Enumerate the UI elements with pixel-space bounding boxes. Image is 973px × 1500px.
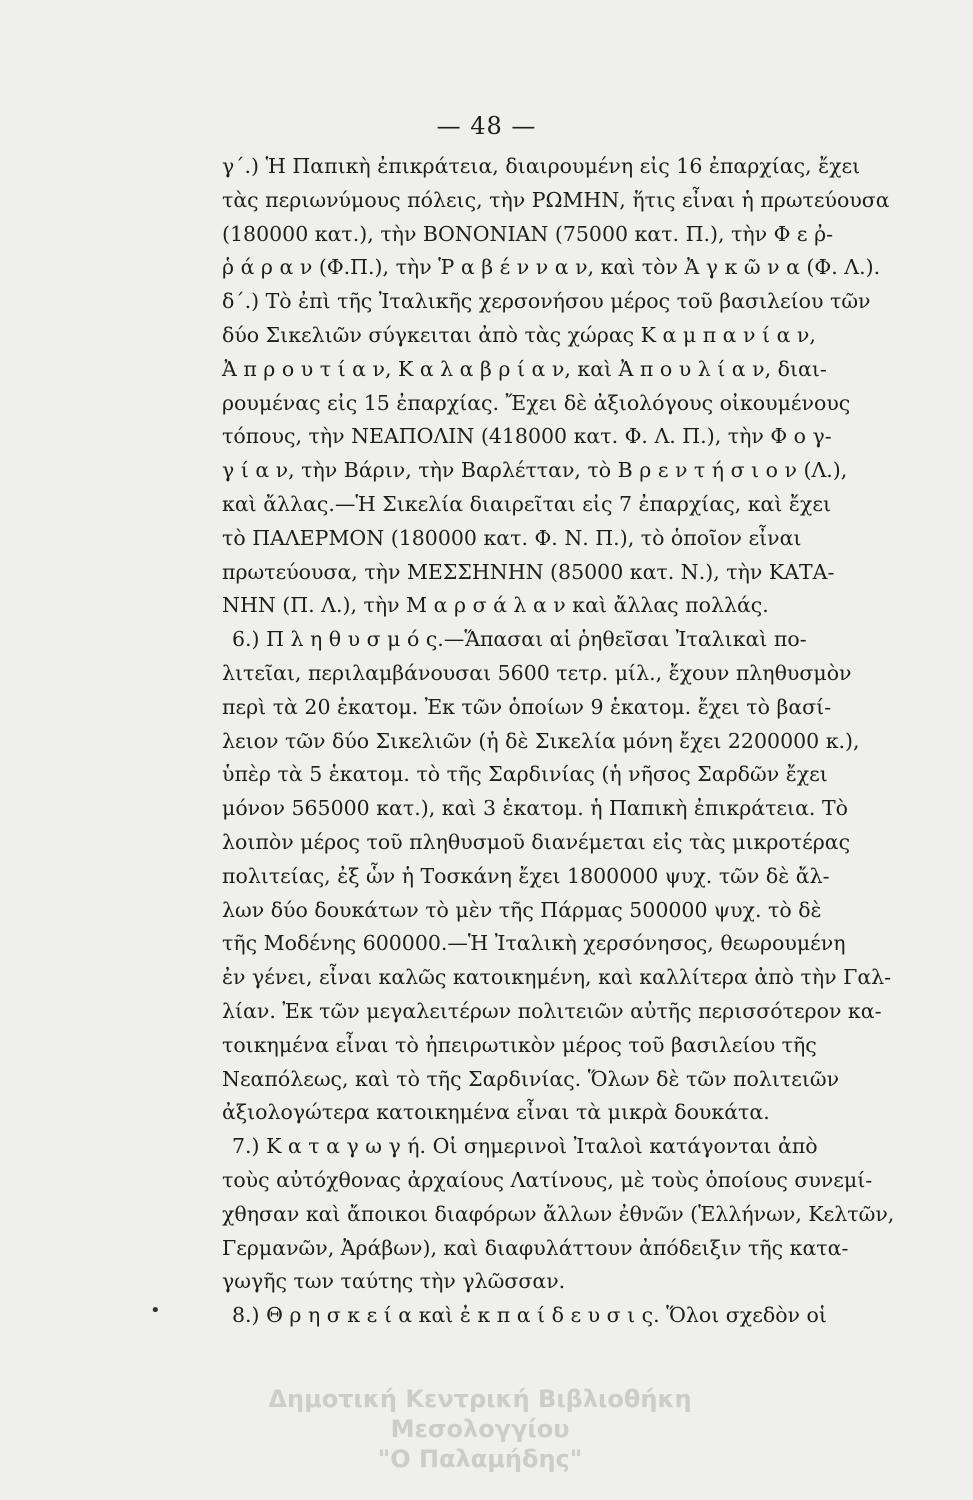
text-line: δύο Σικελιῶν σύγκειται ἀπὸ τὰς χώρας Κ α μ π α ν ί α ν,: [222, 322, 816, 347]
text-line: Νεαπόλεως, καὶ τὸ τῆς Σαρδινίας. Ὅλων δὲ τῶν πολιτειῶν: [222, 1066, 840, 1091]
text-line: λοιπὸν μέρος τοῦ πληθυσμοῦ διανέμεται εἰς τὰς μικροτέρας: [222, 829, 851, 854]
text-line: 7.) Κ α τ α γ ω γ ή. Οἱ σημερινοὶ Ἰταλοὶ κατάγονται ἀπὸ: [232, 1134, 818, 1159]
text-line: 6.) Π λ η θ υ σ μ ό ς.—Ἅπασαι αἱ ῥηθεῖσαι Ἰταλικαὶ πο-: [232, 627, 807, 652]
text-line: λειον τῶν δύο Σικελιῶν (ἡ δὲ Σικελία μόνη ἔχει 2200000 κ.),: [222, 728, 860, 753]
text-line: ῥ ά ρ α ν (Φ.Π.), τὴν Ῥ α β έ ν ν α ν, καὶ τὸν Ἀ γ κ ῶ ν α (Φ. Λ.).: [222, 255, 881, 280]
watermark-line-1: Δημοτική Κεντρική Βιβλιοθήκη Μεσολογγίου: [268, 1385, 692, 1443]
text-line: ρουμένας εἰς 15 ἐπαρχίας. Ἔχει δὲ ἀξιολόγους οἰκουμένους: [222, 390, 851, 415]
text-line: καὶ ἄλλας.—Ἡ Σικελία διαιρεῖται εἰς 7 ἐπαρχίας, καὶ ἔχει: [222, 491, 831, 516]
library-watermark: [260, 1384, 700, 1474]
text-line: (180000 κατ.), τὴν ΒΟΝΟΝΙΑΝ (75000 κατ. Π.), τὴν Φ ε ῤ-: [222, 221, 834, 246]
margin-mark: •: [150, 1300, 161, 1321]
text-line: ὑπὲρ τὰ 5 ἑκατομ. τὸ τῆς Σαρδινίας (ἡ νῆσος Σαρδῶν ἔχει: [222, 762, 828, 787]
text-line: γ ί α ν, τὴν Βάριν, τὴν Βαρλέτταν, τὸ Β ρ ε ν τ ή σ ι ο ν (Λ.),: [222, 458, 848, 483]
text-line: τῆς Μοδένης 600000.—Ἡ Ἰταλικὴ χερσόνησος, θεωρουμένη: [222, 931, 846, 956]
text-line: γ΄.) Ἡ Παπικὴ ἐπικράτεια, διαιρουμένη εἰς 16 ἐπαρχίας, ἔχει: [222, 154, 861, 178]
text-line: Ἀ π ρ ο υ τ ί α ν, Κ α λ α β ρ ί α ν, καὶ Ἀ π ο υ λ ί α ν, διαι-: [222, 356, 827, 381]
watermark-line-2: "Ο Παλαμήδης": [377, 1445, 583, 1473]
body-text: [222, 150, 895, 1333]
text-line: τόπους, τὴν ΝΕΑΠΟΛΙΝ (418000 κατ. Φ. Λ. Π.), τὴν Φ ο γ-: [222, 424, 832, 449]
text-line: λίαν. Ἐκ τῶν μεγαλειτέρων πολιτειῶν αὐτῆς περισσότερον κα-: [222, 998, 882, 1023]
text-line: ἐν γένει, εἶναι καλῶς κατοικημένη, καὶ καλλίτερα ἀπὸ τὴν Γαλ-: [222, 965, 892, 990]
text-line: τὸ ΠΑΛΕΡΜΟΝ (180000 κατ. Φ. Ν. Π.), τὸ ὁποῖον εἶναι: [222, 525, 802, 550]
text-line: ΝΗΝ (Π. Λ.), τὴν Μ α ρ σ ά λ α ν καὶ ἄλλας πολλάς.: [222, 593, 769, 618]
text-line: ἀξιολογώτερα κατοικημένα εἶναι τὰ μικρὰ δουκάτα.: [222, 1100, 770, 1125]
page-number: — 48 —: [436, 112, 537, 140]
text-line: τὰς περιωνύμους πόλεις, τὴν ΡΩΜΗΝ, ἥτις εἶναι ἡ πρωτεύουσα: [222, 187, 890, 212]
text-line: λων δύο δουκάτων τὸ μὲν τῆς Πάρμας 500000 ψυχ. τὸ δὲ: [222, 897, 822, 922]
text-line: γωγῆς των ταύτης τὴν γλῶσσαν.: [222, 1269, 566, 1294]
text-line: μόνον 565000 κατ.), καὶ 3 ἑκατομ. ἡ Παπικὴ ἐπικράτεια. Τὸ: [222, 796, 848, 821]
text-line: τοὺς αὐτόχθονας ἀρχαίους Λατίνους, μὲ τοὺς ὁποίους συνεμί-: [222, 1167, 873, 1192]
text-line: λιτεῖαι, περιλαμβάνουσαι 5600 τετρ. μίλ., ἔχουν πληθυσμὸν: [222, 660, 852, 685]
text-line: χθησαν καὶ ἄποικοι διαφόρων ἄλλων ἐθνῶν (Ἑλλήνων, Κελτῶν,: [222, 1201, 895, 1226]
text-line: πολιτείας, ἐξ ὧν ἡ Τοσκάνη ἔχει 1800000 ψυχ. τῶν δὲ ἄλ-: [222, 863, 830, 888]
text-line: περὶ τὰ 20 ἑκατομ. Ἐκ τῶν ὁποίων 9 ἑκατομ. ἔχει τὸ βασί-: [222, 694, 832, 719]
text-line: δ΄.) Τὸ ἐπὶ τῆς Ἰταλικῆς χερσονήσου μέρος τοῦ βασιλείου τῶν: [222, 289, 871, 314]
text-line: πρωτεύουσα, τὴν ΜΕΣΣΗΝΗΝ (85000 κατ. Ν.), τὴν ΚΑΤΑ-: [222, 559, 835, 584]
text-line: τοικημένα εἶναι τὸ ἠπειρωτικὸν μέρος τοῦ βασιλείου τῆς: [222, 1032, 817, 1057]
text-line: Γερμανῶν, Ἀράβων), καὶ διαφυλάττουν ἀπόδειξιν τῆς κατα-: [222, 1235, 849, 1260]
text-line: 8.) Θ ρ η σ κ ε ί α καὶ ἐ κ π α ί δ ε υ σ ι ς. Ὅλοι σχεδὸν οἱ: [232, 1303, 827, 1328]
